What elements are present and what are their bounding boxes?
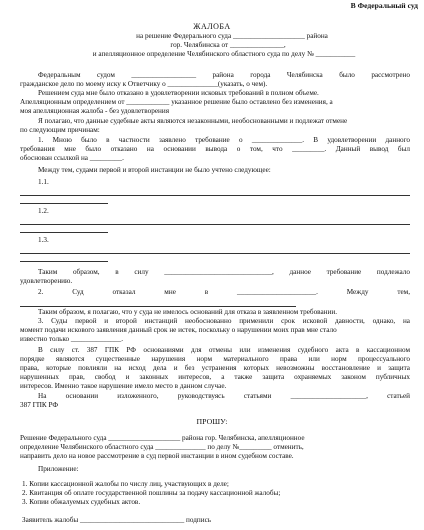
fill-line <box>20 232 108 233</box>
conclusion-line-11: нарушенных прав, свобод и законных интересов, а также защита охраняемых законом публичных <box>20 373 410 381</box>
attachment-item-3: 3. Копии обжалуемых судебных актов. <box>22 498 141 506</box>
subject-line-3: и апелляционное определение Челябинского областного суда по делу № ___________ <box>92 50 356 58</box>
body-line-1: Федеральным судом __________________ района города Челябинска было рассмотрено <box>38 71 410 79</box>
body-line-3: Решением суда мне было отказано в удовлетворении исковых требований в полном объеме. <box>38 89 319 97</box>
addressee-header: В Федеральный суд <box>350 1 418 10</box>
request-line-1: Решение Федерального суда ____________________ района гор. Челябинска, апелляционное <box>20 434 305 442</box>
conclusion-line-6: момент подачи искового заявления данный срок не истек, поскольку о нарушении моих прав мне стало <box>20 326 337 334</box>
body-line-10: обоснован ссылкой на _________. <box>20 154 124 162</box>
subject-line-1: на решение Федерального суда ____________________ района <box>136 32 328 40</box>
attachment-item-1: 1. Копии кассационной жалобы по числу лиц, участвующих в деле; <box>22 480 229 488</box>
request-line-2: определение Челябинского областного суда ______________ по делу №_________ отменить, <box>20 443 304 451</box>
fill-line <box>20 195 410 196</box>
fill-line <box>20 203 108 204</box>
conclusion-line-3: 2. Суд отказал мне в ______________________. Между тем, <box>38 288 410 296</box>
conclusion-line-8: В силу ст. 387 ГПК РФ основаниями для отмены или изменения судебного акта в кассационном <box>38 346 410 354</box>
signature-line: Заявитель жалобы _____________________________ подпись <box>22 516 212 524</box>
body-line-2: гражданское дело по моему иску к Ответчику о ______________(указать, о чем). <box>20 80 268 88</box>
conclusion-line-10: права, которые повлияли на исход дела и без устранения которых невозможны восстановление и защита <box>20 364 410 372</box>
conclusion-line-9: порядке являются существенные нарушения норм материального права или норм процессуального <box>20 355 410 363</box>
list-item-2-label: 1.2. <box>38 207 49 215</box>
body-line-5: моя апелляционная жалоба - без удовлетворения <box>20 107 170 115</box>
fill-line <box>20 253 410 254</box>
body-line-8: 1. Мною было в частности заявлено требование о ______________. В удовлетворении данного <box>38 136 410 144</box>
conclusion-line-5: 3. Суды первой и второй инстанций необоснованно применили срок исковой давности, однако, на <box>38 317 410 325</box>
subject-line-2: гор. Челябинска от _______________, <box>170 41 286 49</box>
conclusion-line-1: Таким образом, в силу ______________________________, данное требование подлежало <box>38 268 410 276</box>
document-title: ЖАЛОБА <box>193 22 231 31</box>
attachments-title: Приложение: <box>38 465 79 473</box>
request-title: ПРОШУ: <box>196 417 228 426</box>
list-item-3-label: 1.3. <box>38 236 49 244</box>
conclusion-line-2: удовлетворению. <box>20 277 73 285</box>
conclusion-line-14: 387 ГПК РФ <box>20 401 59 409</box>
conclusion-line-12: интересов. Именно такое нарушение имело место в данном случае. <box>20 382 227 390</box>
body-line-6: Я полагаю, что данные судебные акты являются незаконными, необоснованными и подлежат отмене <box>38 117 348 125</box>
body-line-9: требования мне было отказано на основании вывода о том, что _________. Данный вывод был <box>20 145 410 153</box>
list-item-1-label: 1.1. <box>38 178 49 186</box>
conclusion-line-4: Таким образом, я полагаю, что у суда не имелось оснований для отказа в заявленном требовании. <box>38 308 338 316</box>
conclusion-line-13: На основании изложенного, руководствуясь статьями _____________________, статьей <box>38 392 410 400</box>
fill-line <box>20 224 410 225</box>
request-line-3: направить дело на новое рассмотрение в суд первой инстанции в ином судебном составе. <box>20 452 294 460</box>
attachment-item-2: 2. Квитанция об оплате государственной пошлины за подачу кассационной жалобы; <box>22 489 281 497</box>
fill-line <box>20 306 296 307</box>
fill-line <box>20 261 108 262</box>
body-line-7: по следующим причинам: <box>20 126 100 134</box>
conclusion-line-7: известно только ______________. <box>20 335 124 343</box>
body-line-11: Между тем, судами первой и второй инстанции не было учтено следующее: <box>38 166 271 174</box>
body-line-4: Апелляционным определением от ____________ указанное решение было оставлено без изменения, а <box>20 98 333 106</box>
